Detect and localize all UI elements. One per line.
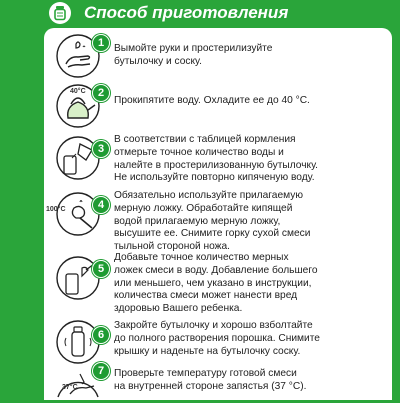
step-text: Вымойте руки и простерилизуйте бутылочку и соску. [114, 43, 273, 67]
step-number: 5 [92, 260, 110, 278]
step-number: 2 [92, 84, 110, 102]
step-number: 1 [92, 34, 110, 52]
step-text: Проверьте температуру готовой смеси на внутренней стороне запястья (37 °С). [114, 368, 307, 392]
step-text: Прокипятите воду. Охладите ее до 40 °С. [114, 95, 310, 106]
bottle-icon [49, 2, 71, 24]
step-number: 6 [92, 326, 110, 344]
step-text: Закройте бутылочку и хорошо взболтайте до полного растворения порошка. Снимите крышку и наденьте на бутылочку соску. [114, 320, 320, 357]
step-number: 4 [92, 196, 110, 214]
page-title: Способ приготовления [84, 3, 289, 22]
temperature-label: 100°С [46, 206, 66, 213]
temperature-label: 37°С [62, 384, 78, 391]
instructions-panel [44, 28, 392, 400]
shake-bottle-icon [56, 320, 100, 369]
header [0, 0, 400, 26]
step-text: Обязательно используйте прилагаемую мерную ложку. Обработайте кипящей водой прилагаемую мерную ложку, высушите ее. Снимите горку сухой смеси тыльной стороной ножа. [114, 190, 311, 253]
step-number: 3 [92, 140, 110, 158]
temperature-label: 40°С [70, 88, 86, 95]
step-text: В соответствии с таблицей кормления отмерьте точное количество воды и налейте в простерилизованную бутылочку. Не используйте повторно кипяченую воду. [114, 134, 319, 184]
step-number: 7 [92, 362, 110, 380]
step-text: Добавьте точное количество мерных ложек смеси в воду. Добавление большего или меньшего, чем указано в инструкции, количества смеси может нанести вред здоровью Вашего ребенка. [114, 252, 318, 315]
